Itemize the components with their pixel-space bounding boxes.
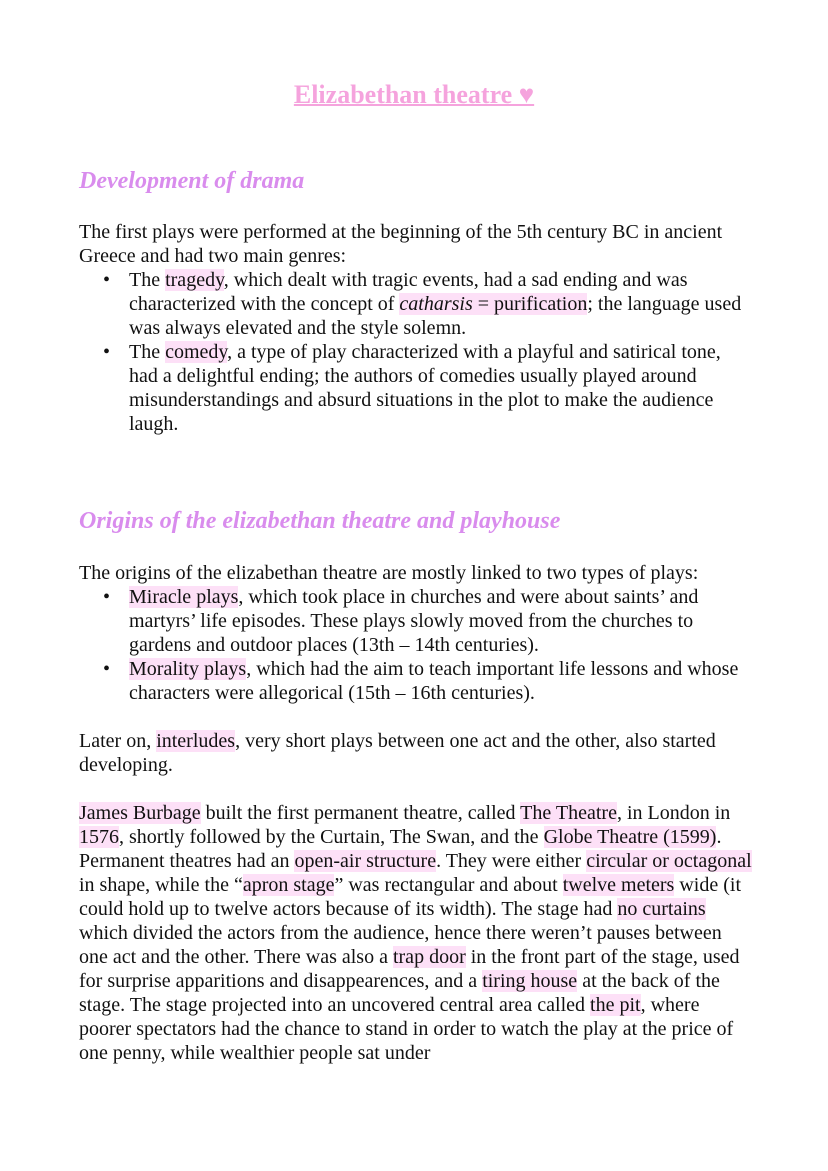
paragraph	[79, 220, 753, 268]
list-item	[79, 657, 753, 705]
bullet-icon: •	[103, 341, 111, 363]
highlighted-term: tiring house	[482, 970, 578, 992]
highlighted-term: no curtains	[617, 898, 706, 920]
highlighted-term: open-air structure	[294, 850, 437, 872]
text-run: built the first permanent theatre, called	[200, 802, 521, 824]
highlighted-term: Globe Theatre (1599)	[543, 826, 717, 848]
text-run: , very short plays between one act and the other, also started developing.	[79, 730, 716, 776]
text-run: in the front part of the stage, used for surprise apparitions and disappearences, and a	[79, 946, 740, 992]
highlighted-term: the pit	[590, 994, 641, 1016]
paragraph	[79, 561, 753, 585]
highlighted-term: twelve meters	[562, 874, 675, 896]
highlighted-term: = purification	[472, 293, 588, 315]
text-run: , in London in	[616, 802, 731, 824]
bullet-list	[79, 268, 753, 436]
section-heading-origins: Origins of the elizabethan theatre and playhouse	[79, 508, 561, 534]
text-run: .	[716, 826, 722, 848]
text-run: ; the language used was always elevated and the style solemn.	[129, 293, 742, 339]
text-run: ” was rectangular and about	[334, 874, 563, 896]
highlighted-term: Miracle plays	[129, 586, 239, 608]
text-run: The first plays were performed at the beginning of the 5th century BC in ancient Greece and had two main genres:	[79, 221, 723, 267]
section-body-development	[79, 220, 753, 436]
text-run: in shape, while the “	[79, 874, 243, 896]
highlighted-term: Morality plays	[129, 658, 247, 680]
text-run: , shortly followed by the Curtain, The Swan, and the	[119, 826, 544, 848]
text-run: , which dealt with tragic events, had a sad ending and was characterized with the concept of	[129, 269, 688, 315]
section-body-origins	[79, 561, 753, 1065]
paragraph	[79, 729, 753, 777]
list-item	[79, 585, 753, 657]
paragraph	[79, 801, 753, 849]
text-run: The	[129, 269, 166, 291]
highlighted-term: comedy	[165, 341, 228, 363]
document-title: Elizabethan theatre ♥	[293, 80, 535, 109]
highlighted-term: tragedy	[165, 269, 224, 291]
bullet-icon: •	[103, 586, 111, 608]
text-run: The	[129, 341, 166, 363]
text-run: . They were either	[436, 850, 587, 872]
highlighted-term: circular or octagonal	[586, 850, 752, 872]
highlighted-term: catharsis	[399, 293, 473, 315]
section-heading-development: Development of drama	[79, 168, 305, 194]
text-run: Later on,	[79, 730, 157, 752]
list-item	[79, 340, 753, 436]
bullet-list	[79, 585, 753, 705]
highlighted-term: apron stage	[242, 874, 335, 896]
text-run: , which took place in churches and were about saints’ and martyrs’ life episodes. These plays slowly moved from the churches to gardens and outdoor places (13th – 14th centuries).	[129, 586, 699, 656]
bullet-icon: •	[103, 658, 111, 680]
highlighted-term: The Theatre	[520, 802, 617, 824]
highlighted-term: 1576	[79, 826, 119, 848]
highlighted-term: trap door	[392, 946, 466, 968]
text-run: , a type of play characterized with a playful and satirical tone, had a delightful ending; the authors of comedies usually played around misunderstandings and absurd situations in the plot to make the audience laugh.	[129, 341, 721, 435]
highlighted-term: interludes	[156, 730, 236, 752]
text-run: , where poorer spectators had the chance to stand in order to watch the play at the price of one penny, while wealthier people sat under	[79, 994, 734, 1064]
text-run: at the back of the stage. The stage projected into an uncovered central area called	[79, 970, 720, 1016]
list-item	[79, 268, 753, 340]
highlighted-term: James Burbage	[79, 802, 201, 824]
text-run: Permanent theatres had an	[79, 850, 295, 872]
bullet-icon: •	[103, 269, 111, 291]
text-run: , which had the aim to teach important life lessons and whose characters were allegorical (15th – 16th centuries).	[129, 658, 739, 704]
text-run: which divided the actors from the audience, hence there weren’t pauses between one act and the other. There was also a	[79, 922, 722, 968]
text-run: wide (it could hold up to twelve actors because of its width). The stage had	[79, 874, 741, 920]
paragraph	[79, 849, 753, 1065]
text-run: The origins of the elizabethan theatre are mostly linked to two types of plays:	[79, 562, 699, 584]
